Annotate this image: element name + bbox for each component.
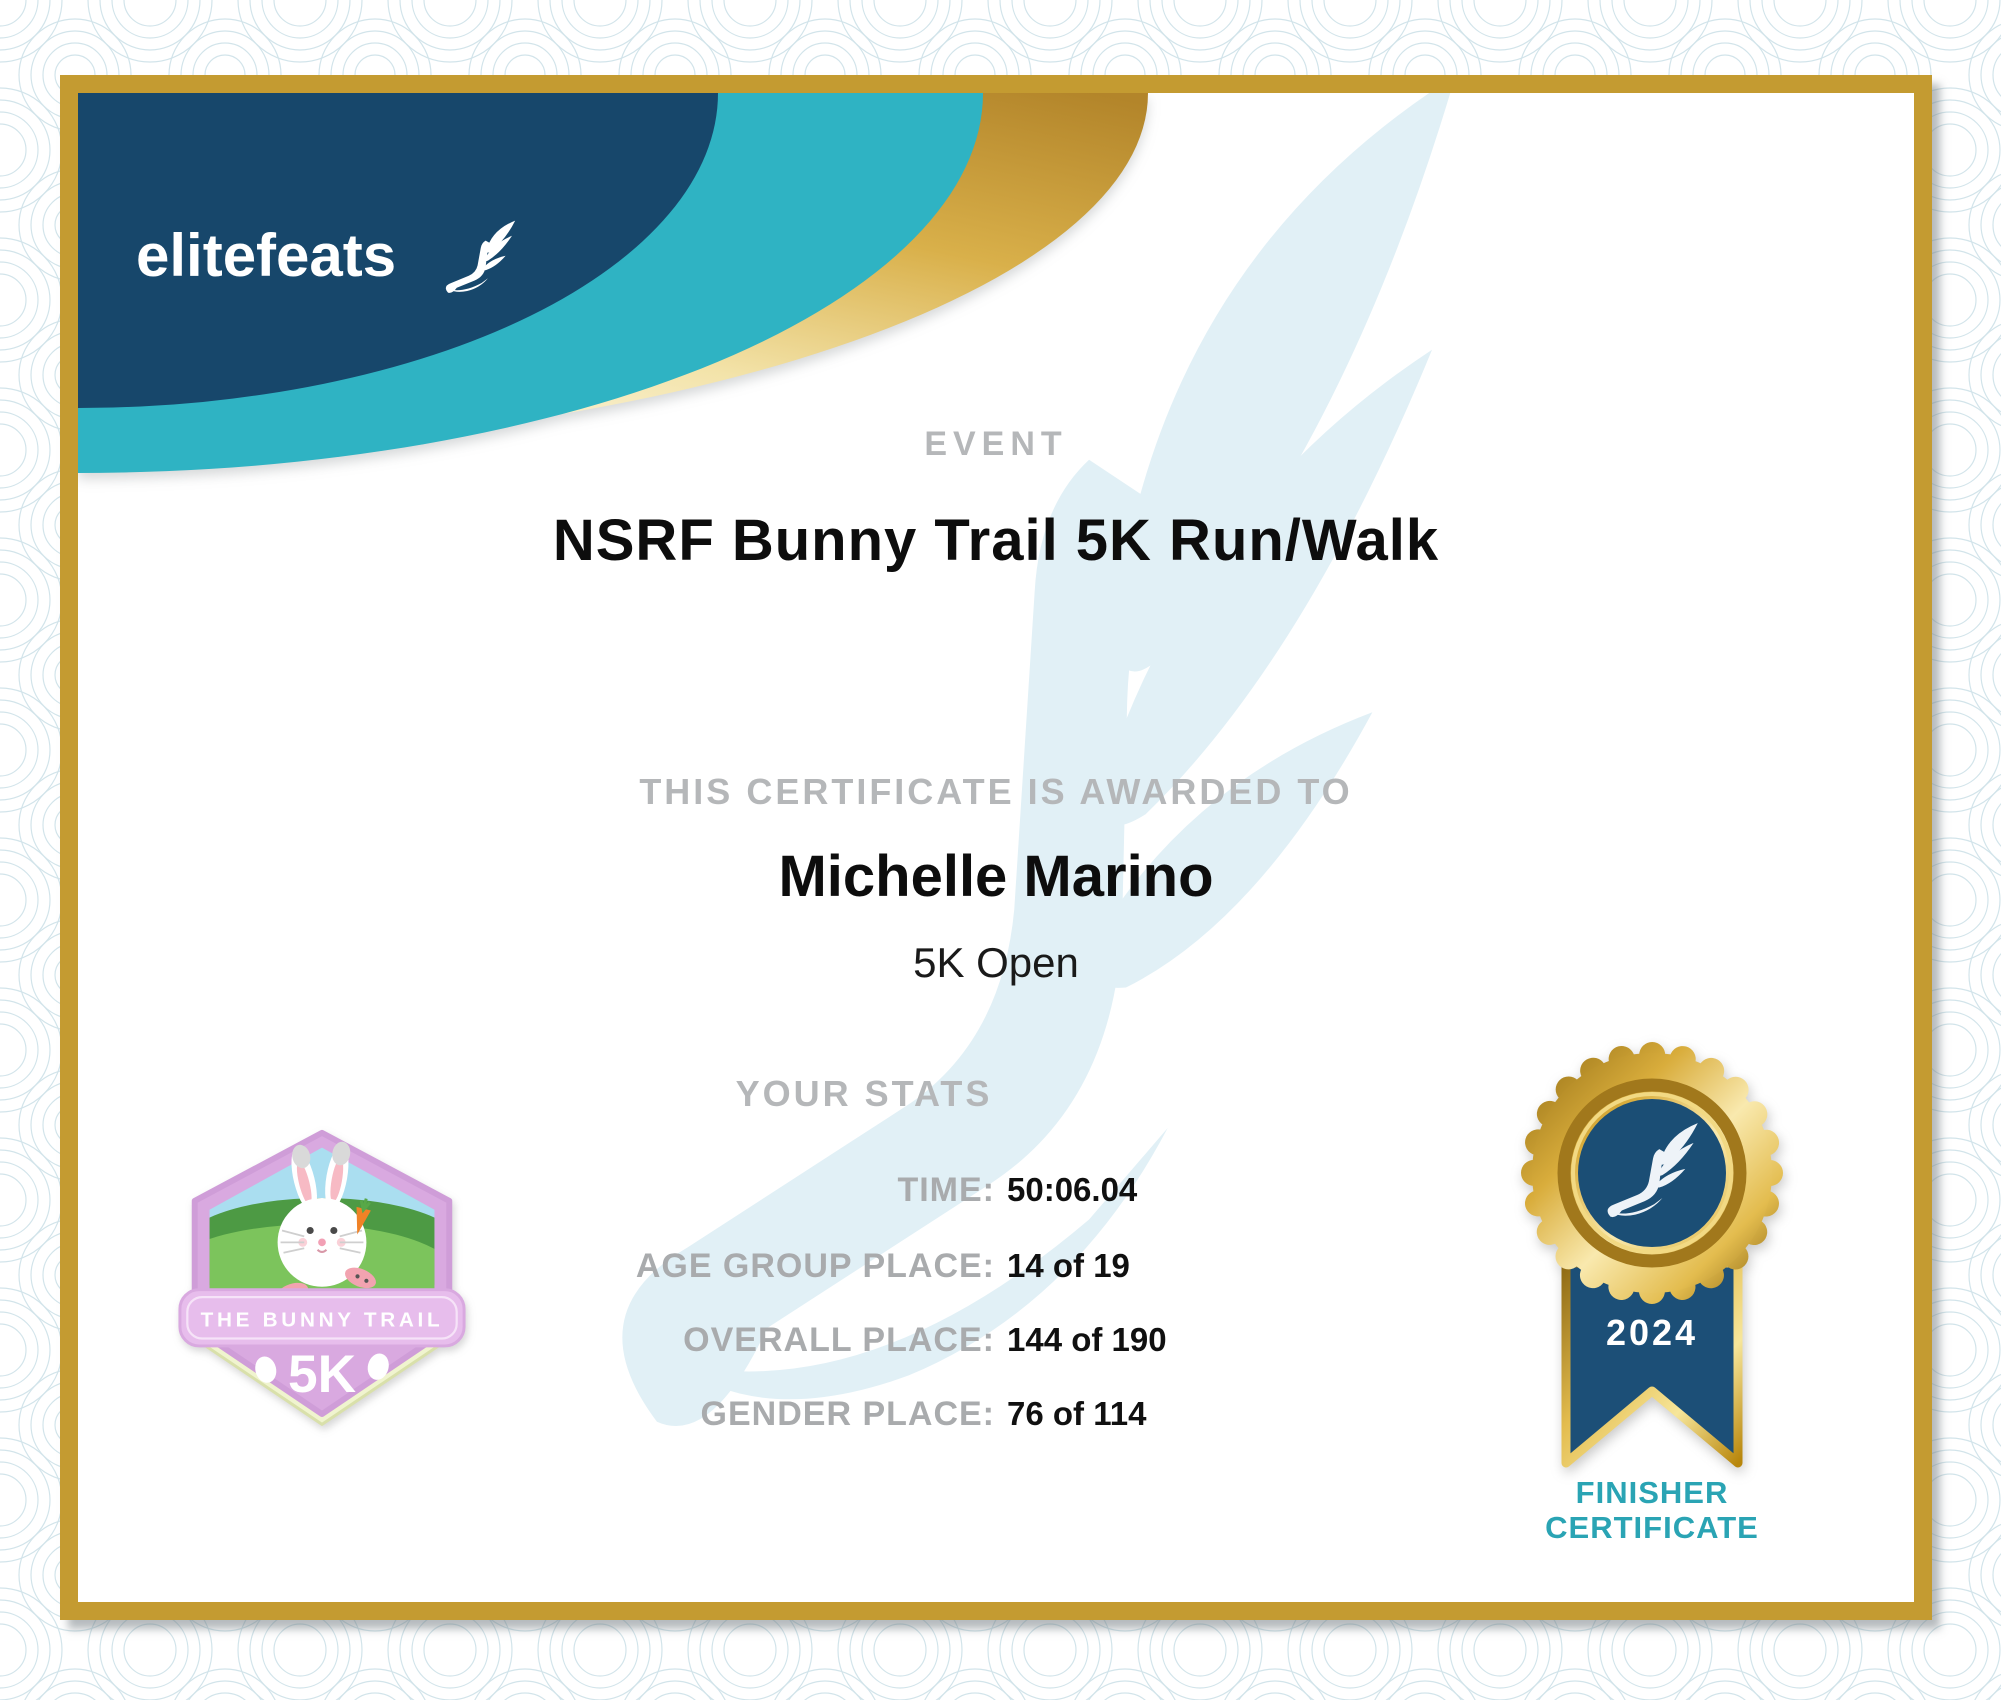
winged-foot-icon [440, 201, 520, 317]
stat-label: AGE GROUP PLACE: [635, 1247, 995, 1285]
event-name: NSRF Bunny Trail 5K Run/Walk [552, 508, 1440, 573]
finisher-caption-line1: FINISHER [1575, 1475, 1729, 1510]
stats-heading: YOUR STATS [735, 1073, 993, 1114]
certificate-body [78, 93, 1914, 1602]
event-label: EVENT [924, 425, 1068, 463]
stat-value: 50:06.04 [1007, 1171, 1138, 1208]
finisher-medal [1482, 1023, 1822, 1483]
finisher-caption [1452, 1475, 1852, 1545]
stat-value: 14 of 19 [1007, 1247, 1130, 1284]
stat-label: GENDER PLACE: [700, 1395, 995, 1433]
badge-title-text: THE BUNNY TRAIL [200, 1308, 444, 1332]
division-label: 5K Open [913, 939, 1079, 986]
stat-label: OVERALL PLACE: [683, 1321, 995, 1359]
awarded-to-label: THIS CERTIFICATE IS AWARDED TO [639, 771, 1353, 812]
finisher-caption-line2: CERTIFICATE [1545, 1510, 1759, 1545]
gold-frame [60, 75, 1932, 1620]
bunny-trail-badge [174, 1109, 470, 1426]
stat-value: 76 of 114 [1007, 1395, 1147, 1432]
medal-year-text: 2024 [1605, 1312, 1699, 1353]
stat-label: TIME: [897, 1171, 995, 1209]
medal-rosette [1532, 1053, 1772, 1293]
badge-distance-text: 5K [287, 1344, 357, 1404]
brand-logo-text: elitefeats [136, 222, 397, 289]
recipient-name: Michelle Marino [778, 844, 1214, 909]
stat-value: 144 of 190 [1007, 1321, 1167, 1358]
